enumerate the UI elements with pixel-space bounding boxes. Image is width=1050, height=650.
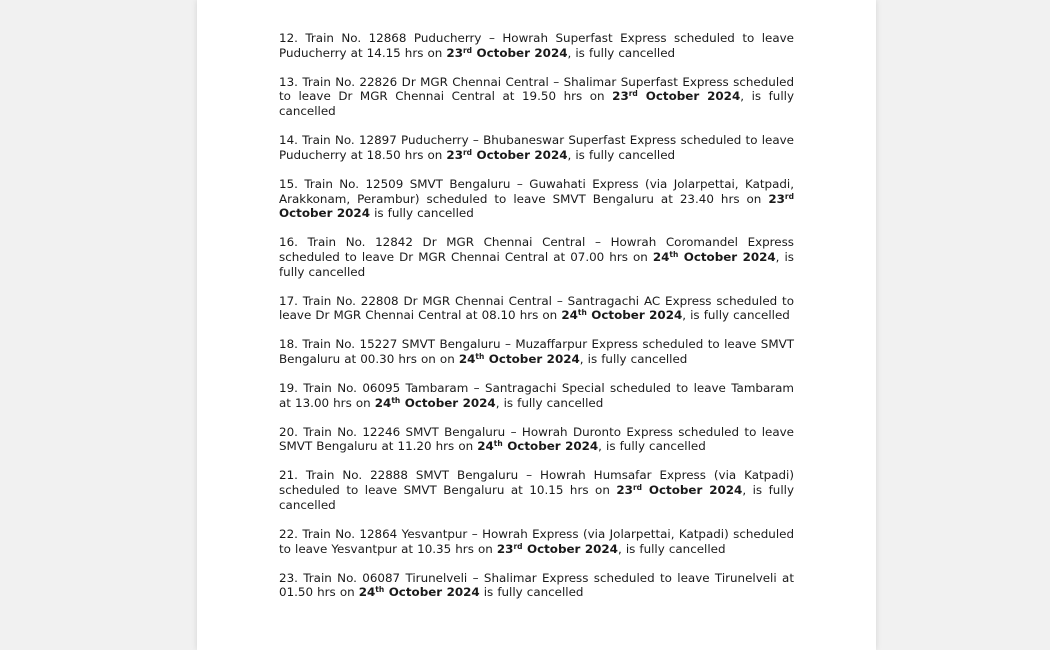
document-page	[197, 0, 876, 650]
list-item: 20. Train No. 12246 SMVT Bengaluru – Howrah Duronto Express scheduled to leave SMVT Bengaluru at 11.20 hrs on 24th October 2024, is fully cancelled	[279, 424, 794, 454]
list-item: 15. Train No. 12509 SMVT Bengaluru – Guwahati Express (via Jolarpettai, Katpadi, Arakkonam, Perambur) scheduled to leave SMVT Bengaluru at 23.40 hrs on 23rd October 2024 is fully cancelled	[279, 176, 794, 221]
list-item: 17. Train No. 22808 Dr MGR Chennai Central – Santragachi AC Express scheduled to leave Dr MGR Chennai Central at 08.10 hrs on 24th October 2024, is fully cancelled	[279, 293, 794, 323]
list-item: 12. Train No. 12868 Puducherry – Howrah Superfast Express scheduled to leave Puducherry at 14.15 hrs on 23rd October 2024, is fully cancelled	[279, 31, 794, 60]
list-item: 13. Train No. 22826 Dr MGR Chennai Central – Shalimar Superfast Express scheduled to leave Dr MGR Chennai Central at 19.50 hrs on 23rd October 2024, is fully cancelled	[279, 74, 794, 119]
list-item: 18. Train No. 15227 SMVT Bengaluru – Muzaffarpur Express scheduled to leave SMVT Bengaluru at 00.30 hrs on on 24th October 2024, is fully cancelled	[279, 337, 794, 367]
cancellation-list	[279, 31, 794, 614]
list-item: 19. Train No. 06095 Tambaram – Santragachi Special scheduled to leave Tambaram at 13.00 hrs on 24th October 2024, is fully cancelled	[279, 381, 794, 410]
list-item: 14. Train No. 12897 Puducherry – Bhubaneswar Superfast Express scheduled to leave Puducherry at 18.50 hrs on 23rd October 2024, is fully cancelled	[279, 133, 794, 162]
list-item: 22. Train No. 12864 Yesvantpur – Howrah Express (via Jolarpettai, Katpadi) scheduled to leave Yesvantpur at 10.35 hrs on 23rd October 2024, is fully cancelled	[279, 526, 794, 556]
list-item: 21. Train No. 22888 SMVT Bengaluru – Howrah Humsafar Express (via Katpadi) scheduled to leave SMVT Bengaluru at 10.15 hrs on 23rd October 2024, is fully cancelled	[279, 468, 794, 512]
list-item: 23. Train No. 06087 Tirunelveli – Shalimar Express scheduled to leave Tirunelveli at 01.50 hrs on 24th October 2024 is fully cancelled	[279, 570, 794, 600]
list-item: 16. Train No. 12842 Dr MGR Chennai Central – Howrah Coromandel Express scheduled to leave Dr MGR Chennai Central at 07.00 hrs on 24th October 2024, is fully cancelled	[279, 235, 794, 279]
